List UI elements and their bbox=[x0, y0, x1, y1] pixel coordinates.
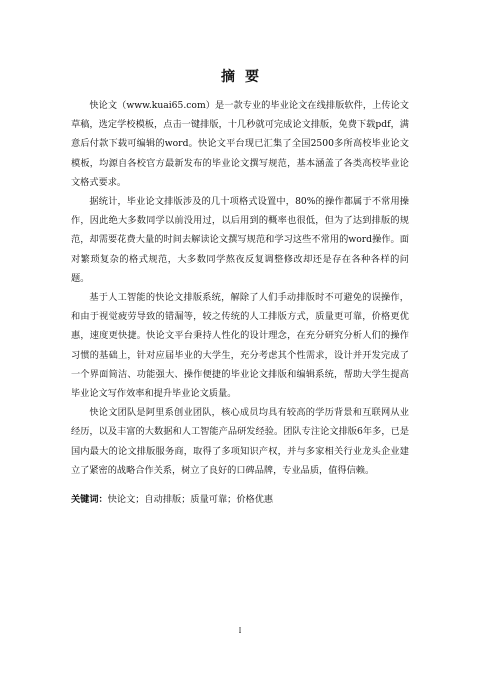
abstract-paragraph-1: 快论文（www.kuai65.com）是一款专业的毕业论文在线排版软件，上传论文草稿，选定学校模板，点击一键排版，十几秒就可完成论文排版，免费下载pdf，满意后付款下载可编辑的word。快论文平台现已汇集了全国2500多所高校毕业论文模板，均源自各校官方最新发布的毕业论文撰写规范，基本涵盖了各类高校毕业论文格式要求。 bbox=[71, 100, 409, 188]
keywords-text: 快论文；自动排版；质量可靠；价格优惠 bbox=[107, 494, 274, 506]
abstract-title: 摘要 bbox=[221, 69, 269, 85]
page-number: I bbox=[238, 627, 242, 635]
keywords-label: 关键词： bbox=[71, 494, 108, 506]
keywords-line bbox=[71, 490, 409, 509]
abstract-body bbox=[71, 96, 409, 509]
abstract-paragraph-4: 快论文团队是阿里系创业团队，核心成员均具有较高的学历背景和互联网从业经历，以及丰富的大数据和人工智能产品研发经验。团队专注论文排版6年多，已是国内最大的论文排版服务商，取得了多项知识产权，并与多家相关行业龙头企业建立了紧密的战略合作关系，树立了良好的口碑品牌，专业品质，值得信赖。 bbox=[71, 407, 409, 476]
abstract-paragraph-3: 基于人工智能的快论文排版系统，解除了人们手动排版时不可避免的误操作，和由于视觉疲劳导致的错漏等，较之传统的人工排版方式，质量更可靠，价格更优惠，速度更快捷。快论文平台秉持人性化的设计理念，在充分研究分析人们的操作习惯的基础上，针对应届毕业的大学生，充分考虑其个性需求，设计并开发完成了一个界面简洁、功能强大、操作便捷的毕业论文排版和编辑系统，帮助大学生提高毕业论文写作效率和提升毕业论文质量。 bbox=[71, 292, 409, 400]
abstract-paragraph-2: 据统计，毕业论文排版涉及的几十项格式设置中，80%的操作都属于不常用操作，因此绝大多数同学以前没用过，以后用到的概率也很低，但为了达到排版的规范，却需要花费大量的时间去解读论文撰写规范和学习这些不常用的word操作。面对繁琐复杂的格式规范，大多数同学熬夜反复调整修改却还是存在各种各样的问题。 bbox=[71, 196, 409, 284]
